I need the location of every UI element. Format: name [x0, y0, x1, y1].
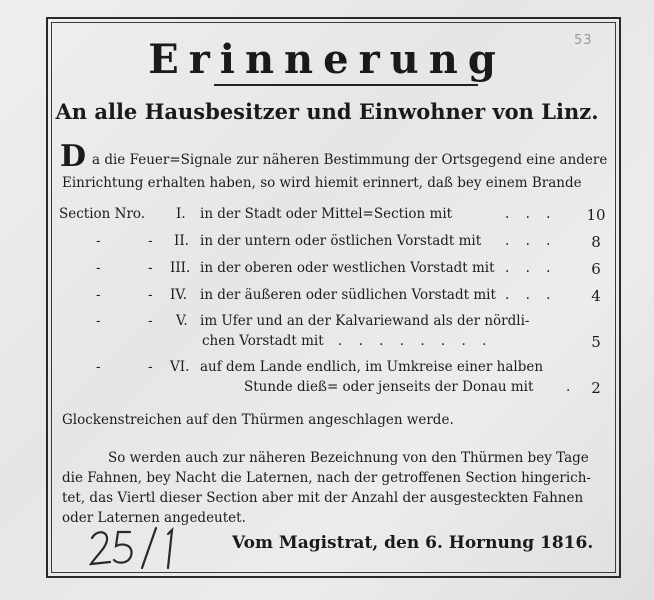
intro-line-1: a die Feuer=Signale zur näheren Bestimmung der Ortsgegend eine andere	[92, 152, 608, 168]
paragraph-line-3: tet, das Viertl dieser Section aber mit der Anzahl der ausgesteckten Fahnen	[62, 490, 584, 506]
drop-cap: D	[60, 139, 87, 174]
section-count: 8	[591, 233, 601, 251]
section-description: auf dem Lande endlich, im Umkreise einer halben	[200, 359, 544, 375]
section-count: 4	[591, 287, 601, 305]
section-dots: . . . . . . . .	[338, 333, 493, 349]
section-roman: VI.	[170, 359, 190, 375]
section-roman: IV.	[170, 287, 188, 303]
section-description: in der Stadt oder Mittel=Section mit	[200, 206, 453, 222]
section-dots: .	[566, 379, 571, 395]
section-dash: -	[148, 287, 153, 303]
signature-line: Vom Magistrat, den 6. Hornung 1816.	[232, 533, 594, 553]
section-roman: II.	[174, 233, 189, 249]
section-roman: I.	[176, 206, 186, 222]
document-subtitle: An alle Hausbesitzer und Einwohner von Linz.	[55, 99, 599, 124]
section-dash: -	[96, 359, 101, 375]
section-dash: -	[96, 260, 101, 276]
section-dash: -	[148, 260, 153, 276]
section-dash: -	[148, 233, 153, 249]
section-count: 2	[591, 379, 601, 397]
section-dash: -	[96, 233, 101, 249]
document-title: Erinnerung	[148, 36, 506, 83]
section-description: in der untern oder östlichen Vorstadt mit	[200, 233, 482, 249]
page-number: 53	[574, 33, 593, 48]
section-description-continued: chen Vorstadt mit	[202, 333, 324, 349]
section-count: 10	[586, 206, 606, 224]
section-count: 6	[591, 260, 601, 278]
section-description-continued: Stunde dieß= oder jenseits der Donau mit	[244, 379, 534, 395]
section-dash: -	[96, 313, 101, 329]
section-label: Section Nro.	[59, 206, 146, 222]
section-dots: . . .	[505, 206, 557, 222]
paragraph-line-2: die Fahnen, bey Nacht die Laternen, nach der getroffenen Section hingerich-	[62, 470, 591, 486]
section-dash: -	[148, 359, 153, 375]
section-description: in der oberen oder westlichen Vorstadt mit	[200, 260, 495, 276]
title-underline	[214, 84, 478, 86]
section-roman: III.	[170, 260, 191, 276]
section-dots: . . .	[505, 233, 557, 249]
intro-line-2: Einrichtung erhalten haben, so wird hiemit erinnert, daß bey einem Brande	[62, 175, 582, 191]
section-description: in der äußeren oder südlichen Vorstadt mit	[200, 287, 496, 303]
section-dots: . . .	[505, 260, 557, 276]
section-roman: V.	[176, 313, 188, 329]
closing-line: Glockenstreichen auf den Thürmen angeschlagen werde.	[62, 412, 454, 428]
handwritten-note	[88, 522, 188, 572]
paragraph-line-1: So werden auch zur näheren Bezeichnung von den Thürmen bey Tage	[108, 450, 589, 466]
section-description: im Ufer und an der Kalvariewand als der nördli-	[200, 313, 530, 329]
section-dash: -	[148, 313, 153, 329]
paragraph-line-4: oder Laternen angedeutet.	[62, 510, 246, 526]
section-dash: -	[96, 287, 101, 303]
section-dots: . . .	[505, 287, 557, 303]
section-count: 5	[591, 333, 601, 351]
